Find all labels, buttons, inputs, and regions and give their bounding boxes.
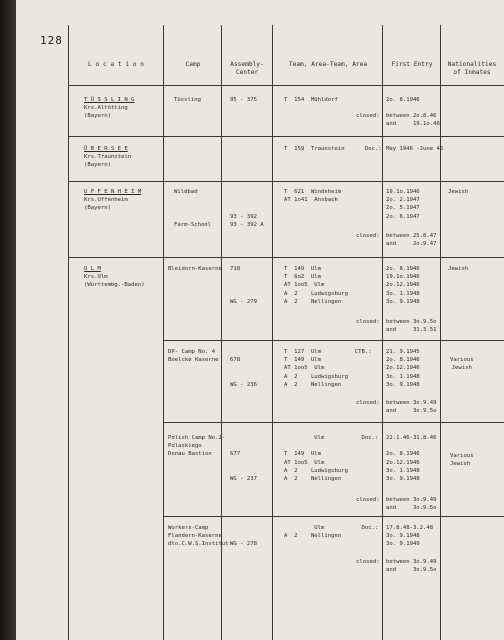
row-rule bbox=[68, 136, 504, 137]
location-name: U L M bbox=[84, 266, 101, 272]
header-first-entry: First Entry bbox=[391, 61, 433, 68]
column-rule bbox=[440, 25, 441, 640]
team-info: T 621 Windsheim AT 1o41 Ansbach bbox=[284, 189, 342, 204]
camp-name: DP- Camp No. 4 Boelcke Kaserne bbox=[168, 349, 219, 364]
location-district: Krs.Ulm (Württembg.-Baden) bbox=[84, 274, 145, 289]
closed-period: between 2o.8.46 and 19.1o.46 bbox=[386, 113, 440, 128]
nationality: Jewish bbox=[448, 266, 469, 272]
team-info: T 154 Mühldorf bbox=[284, 97, 338, 103]
location-district: Krs.Altötting (Bayern) bbox=[84, 105, 128, 120]
row-rule bbox=[68, 257, 504, 258]
status-label: closed: bbox=[356, 497, 380, 503]
assembly-center: 677 WG - 237 bbox=[230, 451, 257, 483]
camp-name: Tüssling bbox=[174, 97, 201, 103]
location-name: T Ü S S L I N G bbox=[84, 97, 135, 103]
status-label: closed: bbox=[356, 233, 380, 239]
assembly-center: 718 WG - 279 bbox=[230, 266, 257, 305]
camp-name: Wildbad Farm-School bbox=[174, 189, 212, 228]
row-rule bbox=[163, 340, 504, 341]
closed-period: between 25.8.47 and 2o.9.47 bbox=[386, 233, 437, 248]
closed-period: between 3o.9.49 and 3o.9.5o bbox=[386, 400, 437, 415]
page-number: 128 bbox=[40, 34, 63, 47]
closed-period: between 3o.9.49 and 3o.9.5o bbox=[386, 559, 437, 574]
header-assembly: Assembly- Center bbox=[230, 61, 264, 76]
nationality: Various Jewish bbox=[450, 357, 474, 372]
column-rule bbox=[382, 25, 383, 640]
document-page bbox=[16, 0, 504, 640]
status-label: closed: bbox=[356, 400, 380, 406]
first-entry: 17.8.48-3.2.48 3o. 9.1948 3o. 9.1949 bbox=[386, 525, 434, 548]
camp-name: Workers-Camp Flandern-Kaserne dto.C.W.S.Institut bbox=[168, 525, 229, 548]
camp-name: Bleidorn-Kaserne bbox=[168, 266, 222, 272]
first-entry: 21. 9.1945 2o. 8.1946 2o.12.1946 3o. 1.1948 3o. 9.1948 bbox=[386, 349, 420, 388]
first-entry: 2o. 8.1946 19.1o.1946 2o.12.1946 3o. 1.1948 3o. 9.1948 bbox=[386, 266, 420, 305]
header-nationalities: Nationalities of Inmates bbox=[447, 61, 497, 76]
camp-name: Polish Camp No.2- Pulaskiego Donau Bastion bbox=[168, 435, 226, 458]
team-info: Ulm Doc.: A 2 Nellingen bbox=[284, 525, 379, 540]
assembly-center: 93 - 392 93 - 392 A bbox=[230, 213, 264, 228]
assembly-center: WG - 278 bbox=[230, 541, 257, 548]
team-info: T 127 Ulm CTB.: T 149 Ulm AT 1oo5 Ulm A 2 Ludwigsburg A 2 Nellingen bbox=[284, 349, 372, 388]
row-rule bbox=[163, 422, 504, 423]
first-entry: 19.1o.1946 2o. 2.1947 2o. 5.1947 2o. 6.1947 bbox=[386, 189, 420, 220]
header-rule bbox=[68, 85, 504, 86]
team-info: T 159 Traunstein Doc.: bbox=[284, 146, 382, 152]
team-info: Ulm Doc.: T 149 Ulm AT 1oo5 Ulm A 2 Ludwigsburg A 2 Nellingen bbox=[284, 435, 379, 483]
row-rule bbox=[163, 516, 504, 517]
row-rule bbox=[68, 181, 504, 182]
book-spine bbox=[0, 0, 16, 640]
column-rule bbox=[68, 25, 69, 640]
assembly-center: 678 WG - 236 bbox=[230, 357, 257, 388]
header-camp: Camp bbox=[185, 61, 201, 68]
location-name: Ü B E R S E E bbox=[84, 146, 128, 152]
first-entry: 22.1.46-31.8.46 2o. 8.1946 2o.12.1946 3o. 1.1948 3o. 9.1948 bbox=[386, 435, 437, 483]
column-rule bbox=[272, 25, 273, 640]
status-label: closed: bbox=[356, 559, 380, 565]
header-team: Team, Area-Team, Area bbox=[288, 61, 368, 68]
first-entry: May 1946 -June 46 bbox=[386, 146, 444, 152]
location-district: Krs.Uffenheim (Bayern) bbox=[84, 197, 128, 212]
nationality: Jewish bbox=[448, 189, 469, 195]
column-rule bbox=[163, 25, 164, 640]
team-info: T 149 Ulm T 6o2 Ulm AT 1oo5 Ulm A 2 Ludwigsburg A 2 Nellingen bbox=[284, 266, 348, 305]
status-label: closed: bbox=[356, 319, 380, 325]
closed-period: between 3o.9.49 and 3o.9.5o bbox=[386, 497, 437, 512]
status-label: closed: bbox=[356, 113, 380, 119]
header-location: L o c a t i o n bbox=[88, 61, 144, 68]
location-name: U F F E N H E I M bbox=[84, 189, 142, 195]
nationality: Various Jewish bbox=[450, 453, 474, 468]
closed-period: between 3o.9.5o and 31.3.51 bbox=[386, 319, 437, 334]
location-district: Krs.Traunstein (Bayern) bbox=[84, 154, 132, 169]
assembly-center: 95 - 375 bbox=[230, 97, 257, 103]
first-entry: 2o. 8.1946 bbox=[386, 97, 420, 103]
